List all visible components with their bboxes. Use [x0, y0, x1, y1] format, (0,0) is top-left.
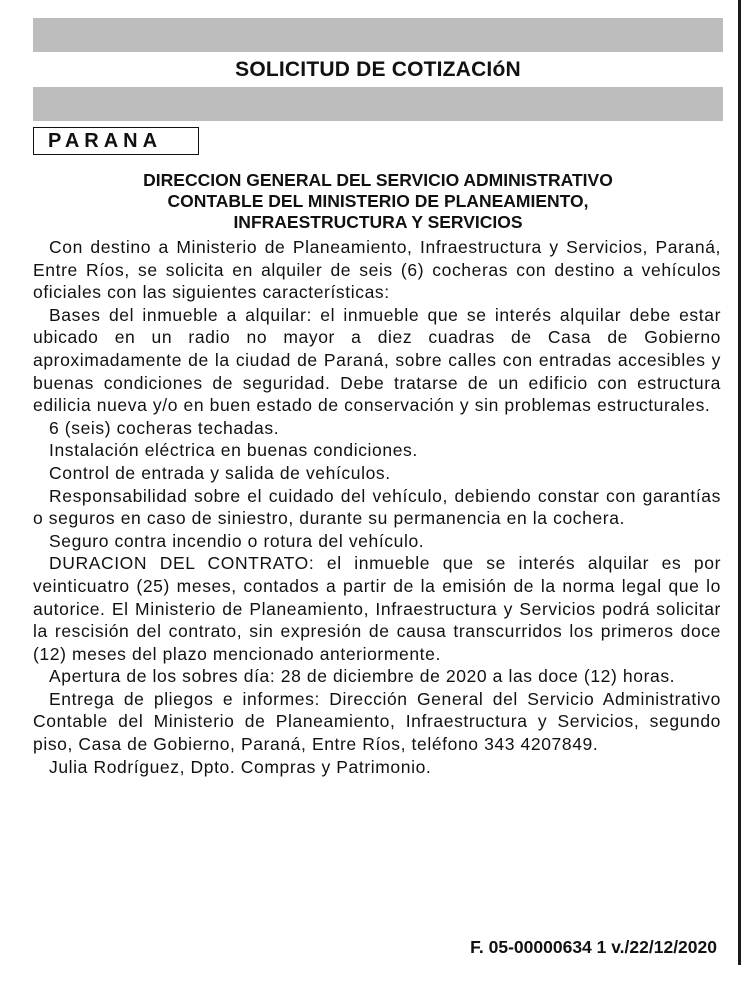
requirement-item: Instalación eléctrica en buenas condiciones. — [49, 440, 418, 461]
requirement-item: Control de entrada y salida de vehículos. — [49, 462, 391, 483]
header-band-top — [33, 18, 723, 52]
signature-paragraph: Julia Rodríguez, Dpto. Compras y Patrimonio. — [49, 756, 432, 777]
publication-reference: F. 05-00000634 1 v./22/12/2020 — [470, 937, 717, 957]
opening-date-paragraph: Apertura de los sobres día: 28 de diciembre de 2020 a las doce (12) horas. — [49, 666, 676, 687]
property-requirements-paragraph: Bases del inmueble a alquilar: el inmueble que se interés alquilar debe estar ubicado en un radio no mayor a diez cuadras de Casa de Gobierno aproximadamente de la ciudad de Paraná, sobre calles con entradas accesibles y buenas condiciones de seguridad. Debe tratarse de un edificio con estructura edilicia nueva y/o en buen estado de conservación y sin problemas estructurales. — [33, 304, 721, 416]
intro-paragraph: Con destino a Ministerio de Planeamiento, Infraestructura y Servicios, Paraná, Entre Ríos, se solicita en alquiler de seis (6) cocheras con destino a vehículos oficiales con las siguientes características: — [33, 237, 721, 303]
organization-title — [33, 170, 723, 233]
requirement-item: Seguro contra incendio o rotura del vehículo. — [49, 530, 425, 551]
notice-body — [33, 236, 721, 778]
contract-duration-paragraph: DURACION DEL CONTRATO: el inmueble que se interés alquilar es por veinticuatro (25) meses, contados a partir de la emisión de la norma legal que lo autorice. El Ministerio de Planeamiento, Infraestructura y Servicios podrá solicitar la rescisión del contrato, sin expresión de causa transcurridos los primeros doce (12) meses del plazo mencionado anteriormente. — [33, 553, 721, 664]
header-band-bottom — [33, 87, 723, 121]
information-paragraph: Entrega de pliegos e informes: Dirección General del Servicio Administrativo Contable del Ministerio de Planeamiento, Infraestructura y Servicios, segundo piso, Casa de Gobierno, Paraná, Entre Ríos, teléfono 343 4207849. — [33, 688, 721, 755]
organization-title-line: CONTABLE DEL MINISTERIO DE PLANEAMIENTO, — [167, 191, 589, 211]
page-title: SOLICITUD DE COTIZACIóN — [235, 58, 521, 81]
organization-title-line: INFRAESTRUCTURA Y SERVICIOS — [233, 212, 523, 232]
city-label: PARANA — [33, 127, 199, 155]
organization-title-line: DIRECCION GENERAL DEL SERVICIO ADMINISTRATIVO — [143, 170, 613, 190]
requirement-item: 6 (seis) cocheras techadas. — [49, 417, 280, 438]
requirement-item: Responsabilidad sobre el cuidado del vehículo, debiendo constar con garantías o seguros en caso de siniestro, durante su permanencia en la cochera. — [33, 485, 721, 529]
page-right-border — [738, 0, 741, 965]
